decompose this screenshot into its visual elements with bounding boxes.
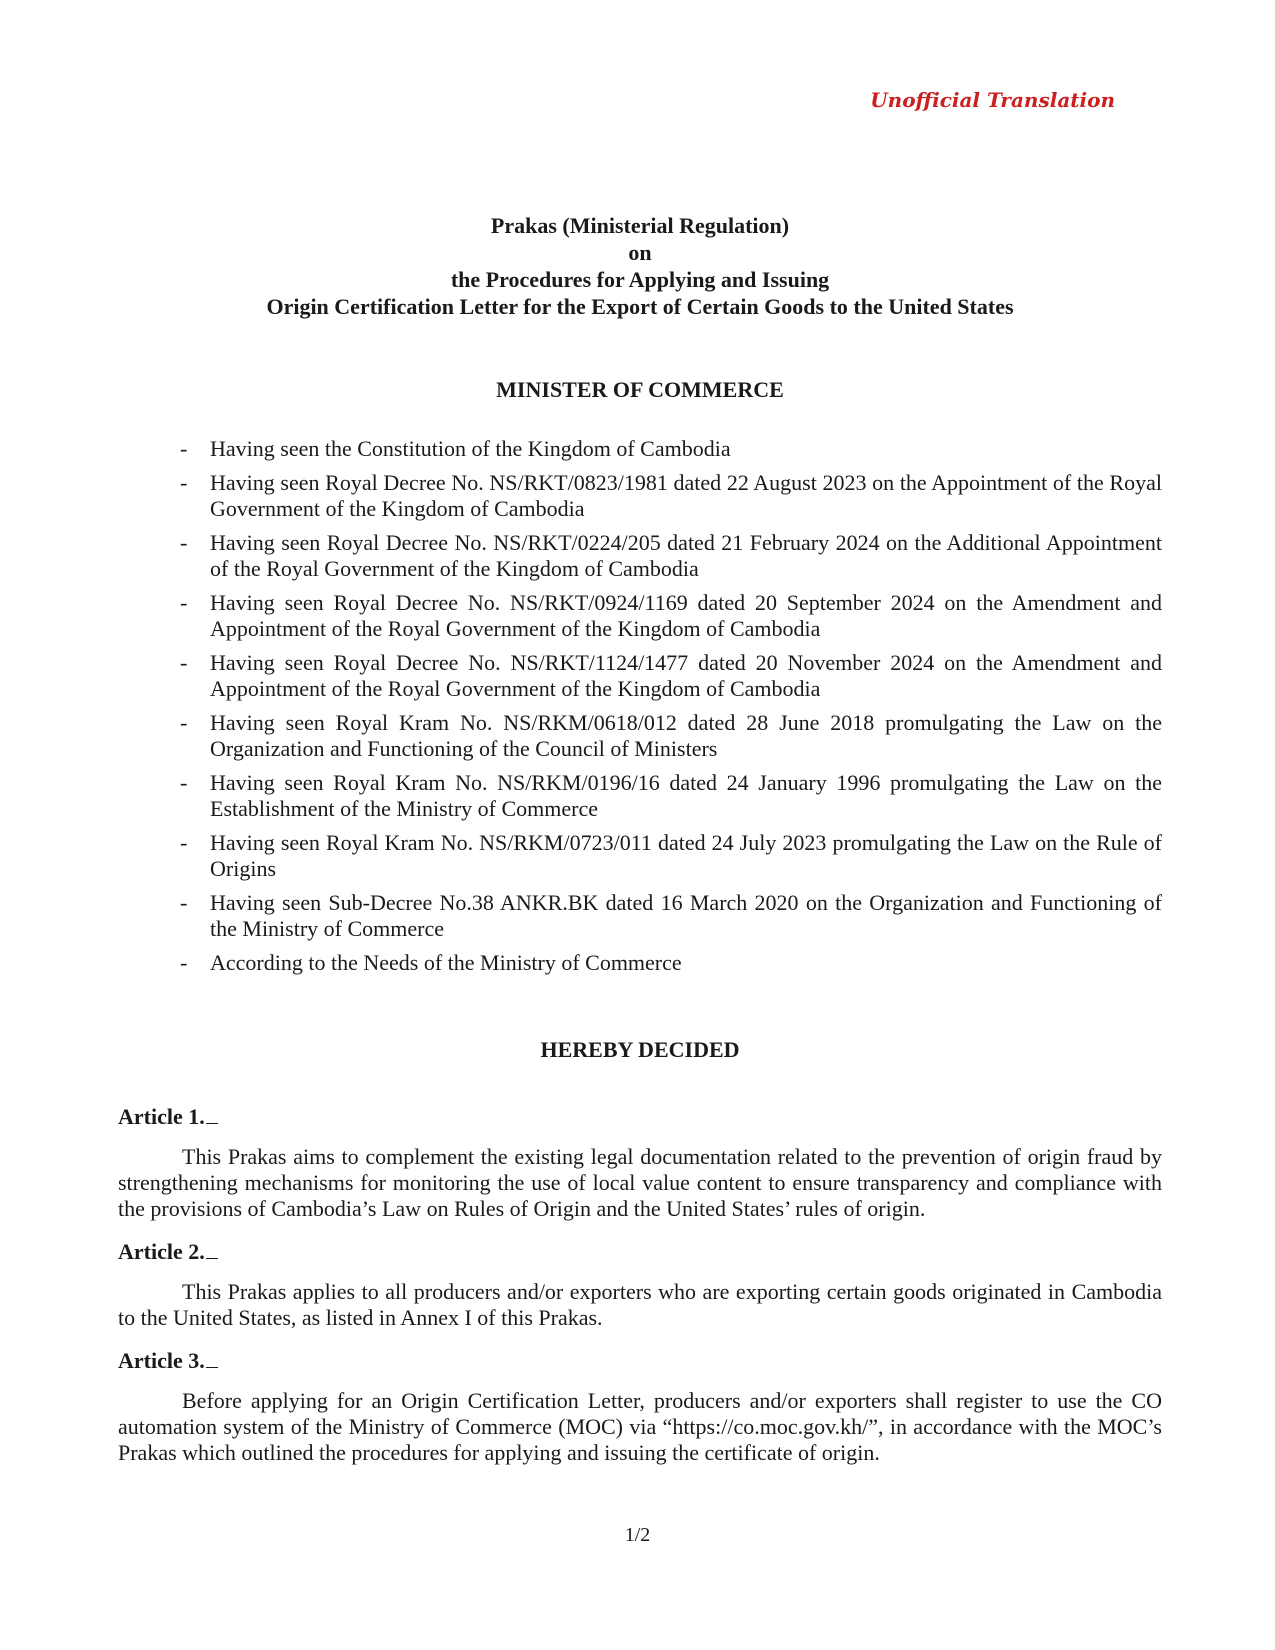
recital-item [180,590,1162,642]
article-1-heading-text: Article 1. [118,1104,205,1129]
recital-item [180,950,1162,976]
decided-heading: HEREBY DECIDED [540,1037,740,1062]
recital-text: Having seen Royal Decree No. NS/RKT/0924/1169 dated 20 September 2024 on the Amendment and Appointment of the Royal Government of the Kingdom of Cambodia [210,590,1162,641]
recital-text: Having seen Royal Kram No. NS/RKM/0196/16 dated 24 January 1996 promulgating the Law on the Establishment of the Ministry of Commerce [210,770,1162,821]
title-line-4: Origin Certification Letter for the Export of Certain Goods to the United States [266,294,1014,319]
recitals-list [180,436,1162,984]
recital-text: According to the Needs of the Ministry of Commerce [210,950,682,975]
article-3-heading [118,1348,1162,1374]
recital-item [180,830,1162,882]
recital-item [180,470,1162,522]
recital-bullet: - [180,890,188,915]
recital-text: Having seen Royal Kram No. NS/RKM/0618/012 dated 28 June 2018 promulgating the Law on the Organization and Functioning of the Council of Ministers [210,710,1162,761]
recital-bullet: - [180,950,188,975]
article-3-body: Before applying for an Origin Certification Letter, producers and/or exporters shall register to use the CO automation system of the Ministry of Commerce (MOC) via “https://co.moc.gov.kh/”, in accordance with the MOC’s Prakas which outlined the procedures for applying and issuing the certificate of origin. [118,1388,1162,1465]
underline-mark [206,1105,218,1124]
recital-item [180,710,1162,762]
articles-section [118,1104,1162,1483]
article-3-heading-text: Article 3. [118,1348,205,1373]
recital-text: Having seen the Constitution of the Kingdom of Cambodia [210,436,731,461]
article-2-heading [118,1239,1162,1265]
article-1-body: This Prakas aims to complement the existing legal documentation related to the prevention of origin fraud by strengthening mechanisms for monitoring the use of local value content to ensure transparency and compliance with the provisions of Cambodia’s Law on Rules of Origin and the United States’ rules of origin. [118,1144,1162,1221]
recital-text: Having seen Royal Decree No. NS/RKT/0224/205 dated 21 February 2024 on the Additional Appointment of the Royal Government of the Kingdom of Cambodia [210,530,1162,581]
unofficial-translation-label: Unofficial Translation [870,88,1115,112]
recital-text: Having seen Royal Decree No. NS/RKT/1124/1477 dated 20 November 2024 on the Amendment and Appointment of the Royal Government of the Kingdom of Cambodia [210,650,1162,701]
article-1-heading [118,1104,1162,1130]
recital-text: Having seen Sub-Decree No.38 ANKR.BK dated 16 March 2020 on the Organization and Functioning of the Ministry of Commerce [210,890,1162,941]
recital-item [180,650,1162,702]
title-line-1: Prakas (Ministerial Regulation) [490,213,790,238]
recital-item [180,530,1162,582]
recital-bullet: - [180,830,188,855]
article-2-heading-text: Article 2. [118,1239,205,1264]
recital-bullet: - [180,710,188,735]
recital-bullet: - [180,436,188,461]
recital-bullet: - [180,770,188,795]
recital-text: Having seen Royal Kram No. NS/RKM/0723/011 dated 24 July 2023 promulgating the Law on the Rule of Origins [210,830,1162,881]
recital-bullet: - [180,650,188,675]
recital-item [180,890,1162,942]
title-line-3: the Procedures for Applying and Issuing [450,267,830,292]
recital-text: Having seen Royal Decree No. NS/RKT/0823/1981 dated 22 August 2023 on the Appointment of the Royal Government of the Kingdom of Cambodia [210,470,1162,521]
article-2-body: This Prakas applies to all producers and/or exporters who are exporting certain goods originated in Cambodia to the United States, as listed in Annex I of this Prakas. [118,1279,1162,1330]
minister-heading: MINISTER OF COMMERCE [496,377,784,402]
document-title [118,212,1162,320]
recital-bullet: - [180,530,188,555]
recital-item [180,436,1162,462]
recital-item [180,770,1162,822]
page-number: 1/2 [624,1524,651,1546]
underline-mark [206,1349,218,1368]
underline-mark [206,1240,218,1259]
recital-bullet: - [180,470,188,495]
recital-bullet: - [180,590,188,615]
title-line-2: on [628,240,652,265]
